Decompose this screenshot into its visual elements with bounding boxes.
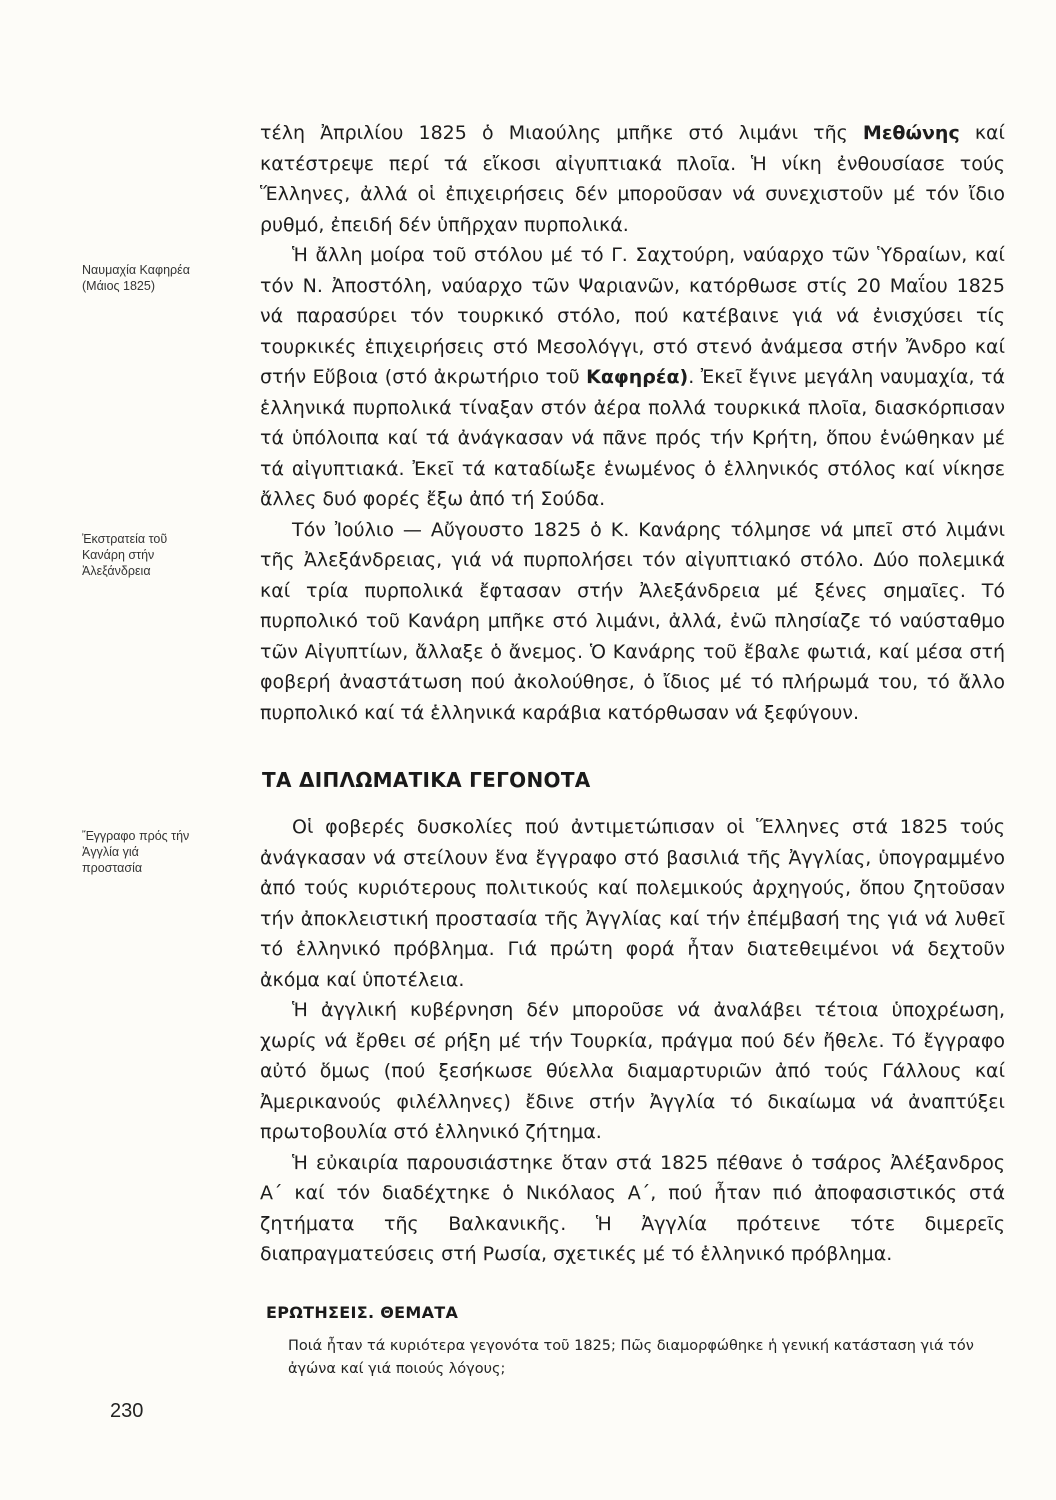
bold-term-methoni: Μεθώνης bbox=[862, 122, 960, 144]
margin-note-line: Ἐκστρατεία τοῦ bbox=[82, 532, 168, 546]
paragraph: Οἱ φοβερές δυσκολίες πού ἀντιμετώπισαν οἱ Ἕλληνες στά 1825 τούς ἀνάγκασαν νά στείλουν ἕνα ἔγγραφο στό βασιλιά τῆς Ἀγγλίας, ὑπογραμμένο ἀπό τούς κυριότερους πολιτικούς καί πολεμικούς ἀρχηγούς, ὅπου ζητοῦσαν τήν ἀποκλειστική προστασία τῆς Ἀγγλίας καί τήν ἐπέμβασή της γιά νά λυθεῖ τό ἑλληνικό πρόβλημα. Γιά πρώτη φορά ἦταν διατεθειμένοι νά δεχτοῦν ἀκόμα καί ὑποτέλεια. bbox=[260, 816, 1005, 991]
paragraph: Τόν Ἰούλιο — Αὔγουστο 1825 ὁ Κ. Κανάρης τόλμησε νά μπεῖ στό λιμάνι τῆς Ἀλεξάνδρειας, γιά νά πυρπολήσει τόν αἰγυπτιακό στόλο. Δύο πολεμικά καί τρία πυρπολικά ἔφτασαν στήν Ἀλεξάνδρεια μέ ξένες σημαῖες. Τό πυρπολικό τοῦ Κανάρη μπῆκε στό λιμάνι, ἀλλά, ἐνῶ πλησίαζε τό ναύσταθμο τῶν Αἰγυπτίων, ἄλλαξε ὁ ἄνεμος. Ὁ Κανάρης τοῦ ἔβαλε φωτιά, καί μέσα στή φοβερή ἀναστάτωση πού ἀκολούθησε, ὁ ἴδιος μέ τό πλήρωμά του, τό ἄλλο πυρπολικό καί τά ἑλληνικά καράβια κατόρθωσαν νά ξεφύγουν. bbox=[260, 518, 1005, 724]
margin-note-kanaris-expedition bbox=[82, 531, 242, 579]
margin-note-line: Ναυμαχία Καφηρέα bbox=[82, 263, 190, 277]
margin-note-line: Ἀλεξάνδρεια bbox=[82, 564, 151, 578]
margin-note-line: (Μάιος 1825) bbox=[82, 279, 155, 293]
questions-heading: ΕΡΩΤΗΣΕΙΣ. ΘΕΜΑΤΑ bbox=[266, 1303, 459, 1322]
bold-term-kafirea: Καφηρέα) bbox=[586, 366, 689, 388]
margin-note-document-england bbox=[82, 828, 242, 876]
paragraph: Ἡ ἄλλη μοίρα τοῦ στόλου μέ τό Γ. Σαχτούρη, ναύαρχο τῶν Ὑδραίων, καί τόν Ν. Ἀποστόλη, ναύαρχο τῶν Ψαριανῶν, κατόρθωσε στίς 20 Μαΐου 1825 νά παρασύρει τόν τουρκικό στόλο, πού κατέβαινε γιά νά ἐνισχύσει τίς τουρκικές ἐπιχειρήσεις στό Μεσολόγγι, στό στενό ἀνάμεσα στήν Ἄνδρο καί στήν Εὔβοια (στό ἀκρωτήριο τοῦ Καφηρέα). Ἐκεῖ ἔγινε μεγάλη ναυμαχία, τά ἑλληνικά πυρπολικά τίναξαν στόν ἀέρα πολλά τουρκικά πλοῖα, διασκόρπισαν τά ὑπόλοιπα καί τά ἀνάγκασαν νά πᾶνε πρός τήν Κρήτη, ὅπου ἑνώθηκαν μέ τά αἰγυπτιακά. Ἐκεῖ τά καταδίωξε ἑνωμένος ὁ ἑλληνικός στόλος καί νίκησε ἄλλες δυό φορές ἔξω ἀπό τή Σούδα. bbox=[260, 244, 1005, 510]
page-number: 230 bbox=[110, 1400, 144, 1422]
section-heading: ΤΑ ΔΙΠΛΩΜΑΤΙΚΑ ΓΕΓΟΝΟΤΑ bbox=[262, 768, 591, 792]
section-text bbox=[260, 812, 1005, 1270]
margin-note-line: Ἔγγραφο πρός τήν bbox=[82, 829, 190, 843]
margin-note-line: προστασία bbox=[82, 861, 143, 875]
main-text bbox=[260, 118, 1005, 728]
margin-note-line: Ἀγγλία γιά bbox=[82, 845, 139, 859]
margin-note-line: Κανάρη στήν bbox=[82, 548, 155, 562]
paragraph: Ἡ εὐκαιρία παρουσιάστηκε ὅταν στά 1825 πέθανε ὁ τσάρος Ἀλέξανδρος Α΄ καί τόν διαδέχτηκε ὁ Νικόλαος Α΄, πού ἦταν πιό ἀποφασιστικός στά ζητήματα τῆς Βαλκανικῆς. Ἡ Ἀγγλία πρότεινε τότε διμερεῖς διαπραγματεύσεις στή Ρωσία, σχετικές μέ τό ἑλληνικό πρόβλημα. bbox=[260, 1151, 1005, 1265]
paragraph: τέλη Ἀπριλίου 1825 ὁ Μιαούλης μπῆκε στό λιμάνι τῆς Μεθώνης καί κατέστρεψε περί τά εἴκοσι αἰγυπτιακά πλοῖα. Ἡ νίκη ἐνθουσίασε τούς Ἕλληνες, ἀλλά οἱ ἐπιχειρήσεις δέν μποροῦσαν νά συνεχιστοῦν μέ τόν ἴδιο ρυθμό, ἐπειδή δέν ὑπῆρχαν πυρπολικά. bbox=[260, 122, 1005, 236]
margin-note-kafirea bbox=[82, 262, 242, 294]
questions-text: Ποιά ἦταν τά κυριότερα γεγονότα τοῦ 1825; Πῶς διαμορφώθηκε ἡ γενική κατάσταση γιά τόν ἀγώνα καί γιά ποιούς λόγους; bbox=[288, 1338, 974, 1377]
paragraph: Ἡ ἀγγλική κυβέρνηση δέν μποροῦσε νά ἀναλάβει τέτοια ὑποχρέωση, χωρίς νά ἔρθει σέ ρήξη μέ τήν Τουρκία, πράγμα πού δέν ἤθελε. Τό ἔγγραφο αὐτό ὅμως (πού ξεσήκωσε θύελλα διαμαρτυριῶν ἀπό τούς Γάλλους καί Ἀμερικανούς φιλέλληνες) ἔδινε στήν Ἀγγλία τό δικαίωμα νά ἀναπτύξει πρωτοβουλία στό ἑλληνικό ζήτημα. bbox=[260, 999, 1005, 1143]
